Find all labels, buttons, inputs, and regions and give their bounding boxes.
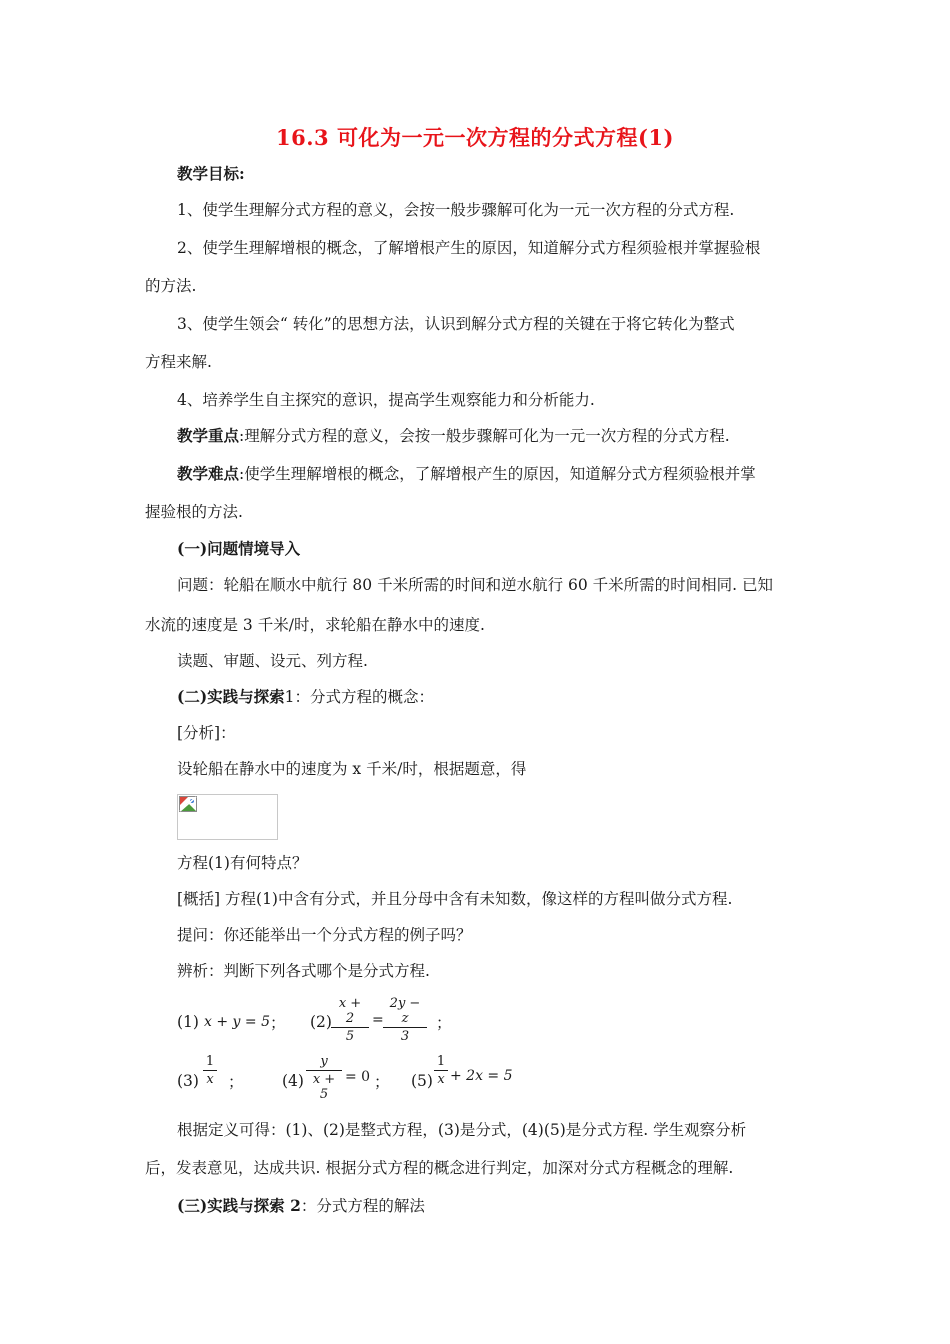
- objective-3-cont: 方程来解.: [145, 353, 212, 371]
- item2-fraction-left: [331, 996, 369, 1044]
- objective-2: 2、使学生理解增根的概念，了解增根产生的原因，知道解分式方程须验根并掌握验根: [177, 239, 761, 257]
- item4-separator: ；: [374, 1073, 390, 1091]
- fraction-bar: [383, 1027, 427, 1028]
- difficulty: [177, 463, 756, 485]
- problem-line-1: 问题：轮船在顺水中航行 80 千米所需的时间和逆水航行 60 千米所需的时间相同. 已知: [177, 576, 774, 594]
- item2-right-numerator: 2y − z: [389, 996, 421, 1026]
- item2-left-numerator: x + 2: [338, 996, 362, 1026]
- item4-fraction: [306, 1054, 342, 1102]
- objective-3: 3、使学生领会“ 转化”的思想方法，认识到解分式方程的关键在于将它转化为整式: [177, 315, 735, 333]
- section3-heading: [177, 1195, 425, 1217]
- objectives-heading: 教学目标:: [177, 164, 245, 183]
- item3-fraction: [203, 1054, 217, 1087]
- discern-text: 辨析：判断下列各式哪个是分式方程.: [177, 962, 430, 980]
- item3-denominator: x: [206, 1072, 214, 1087]
- item2-fraction-right: [383, 996, 427, 1044]
- item3-numerator: 1: [205, 1054, 215, 1069]
- analysis-label: [分析]：: [177, 724, 236, 742]
- item5-denominator: x: [437, 1072, 445, 1087]
- objective-1: 1、使学生理解分式方程的意义，会按一般步骤解可化为一元一次方程的分式方程.: [177, 201, 735, 219]
- item5-fraction: [434, 1054, 448, 1087]
- item2-right-denominator: 3: [400, 1029, 410, 1044]
- broken-image-icon: [179, 796, 197, 812]
- fraction-bar: [434, 1070, 448, 1071]
- key-point-text: :理解分式方程的意义，会按一般步骤解可化为一元一次方程的分式方程.: [239, 427, 730, 445]
- section2-heading: [177, 686, 434, 708]
- problem-steps: 读题、审题、设元、列方程.: [177, 652, 368, 670]
- item2-label: (2): [310, 1013, 332, 1031]
- item4-label: (4): [282, 1072, 304, 1090]
- question-text: 方程(1)有何特点？: [177, 854, 308, 872]
- section1-heading: (一)问题情境导入: [177, 539, 301, 558]
- item2-left-denominator: 5: [345, 1029, 355, 1044]
- item1-label: (1): [177, 1013, 199, 1031]
- item5-numerator: 1: [436, 1054, 446, 1069]
- fraction-bar: [306, 1070, 342, 1071]
- fraction-bar: [331, 1027, 369, 1028]
- key-point: [177, 425, 730, 447]
- objective-2-cont: 的方法.: [145, 277, 197, 295]
- section3-heading-label: (三)实践与探索 2: [177, 1196, 301, 1215]
- item5-label: (5): [411, 1072, 433, 1090]
- page-title: 16.3 可化为一元一次方程的分式方程(1): [276, 125, 674, 150]
- problem-line-2: 水流的速度是 3 千米/时，求轮船在静水中的速度.: [145, 616, 485, 634]
- summary-text: [概括] 方程(1)中含有分式，并且分母中含有未知数，像这样的方程叫做分式方程.: [177, 890, 733, 908]
- item5-rhs: + 2x = 5: [450, 1068, 513, 1084]
- item2-equals: =: [372, 1012, 384, 1028]
- ask-text: 提问：你还能举出一个分式方程的例子吗？: [177, 926, 472, 944]
- conclusion-line-1: 根据定义可得：(1)、(2)是整式方程，(3)是分式，(4)(5)是分式方程. 学生观察分析: [177, 1121, 747, 1139]
- equation-image-placeholder: [177, 794, 278, 840]
- setup-text: 设轮船在静水中的速度为 x 千米/时，根据题意，得: [177, 760, 527, 778]
- section2-heading-suffix: 1：分式方程的概念：: [284, 688, 435, 706]
- item3-separator: ；: [228, 1073, 244, 1091]
- item1-separator: ；: [270, 1014, 286, 1032]
- section2-heading-label: (二)实践与探索: [177, 687, 285, 706]
- item4-numerator: y: [320, 1054, 328, 1069]
- fraction-bar: [203, 1070, 217, 1071]
- difficulty-text: :使学生理解增根的概念，了解增根产生的原因，知道解分式方程须验根并掌: [239, 465, 756, 483]
- item4-denominator: x + 5: [312, 1072, 336, 1102]
- conclusion-line-2: 后，发表意见，达成共识. 根据分式方程的概念进行判定，加深对分式方程概念的理解.: [145, 1159, 734, 1177]
- section3-heading-suffix: ：分式方程的解法: [300, 1197, 425, 1215]
- item1-expression: x + y = 5: [204, 1014, 270, 1030]
- difficulty-label: 教学难点: [177, 464, 240, 483]
- item4-rhs: = 0: [345, 1069, 371, 1085]
- key-point-label: 教学重点: [177, 426, 240, 445]
- objective-4: 4、培养学生自主探究的意识，提高学生观察能力和分析能力.: [177, 391, 595, 409]
- item3-label: (3): [177, 1072, 199, 1090]
- difficulty-cont: 握验根的方法.: [145, 503, 243, 521]
- item2-separator: ；: [436, 1014, 452, 1032]
